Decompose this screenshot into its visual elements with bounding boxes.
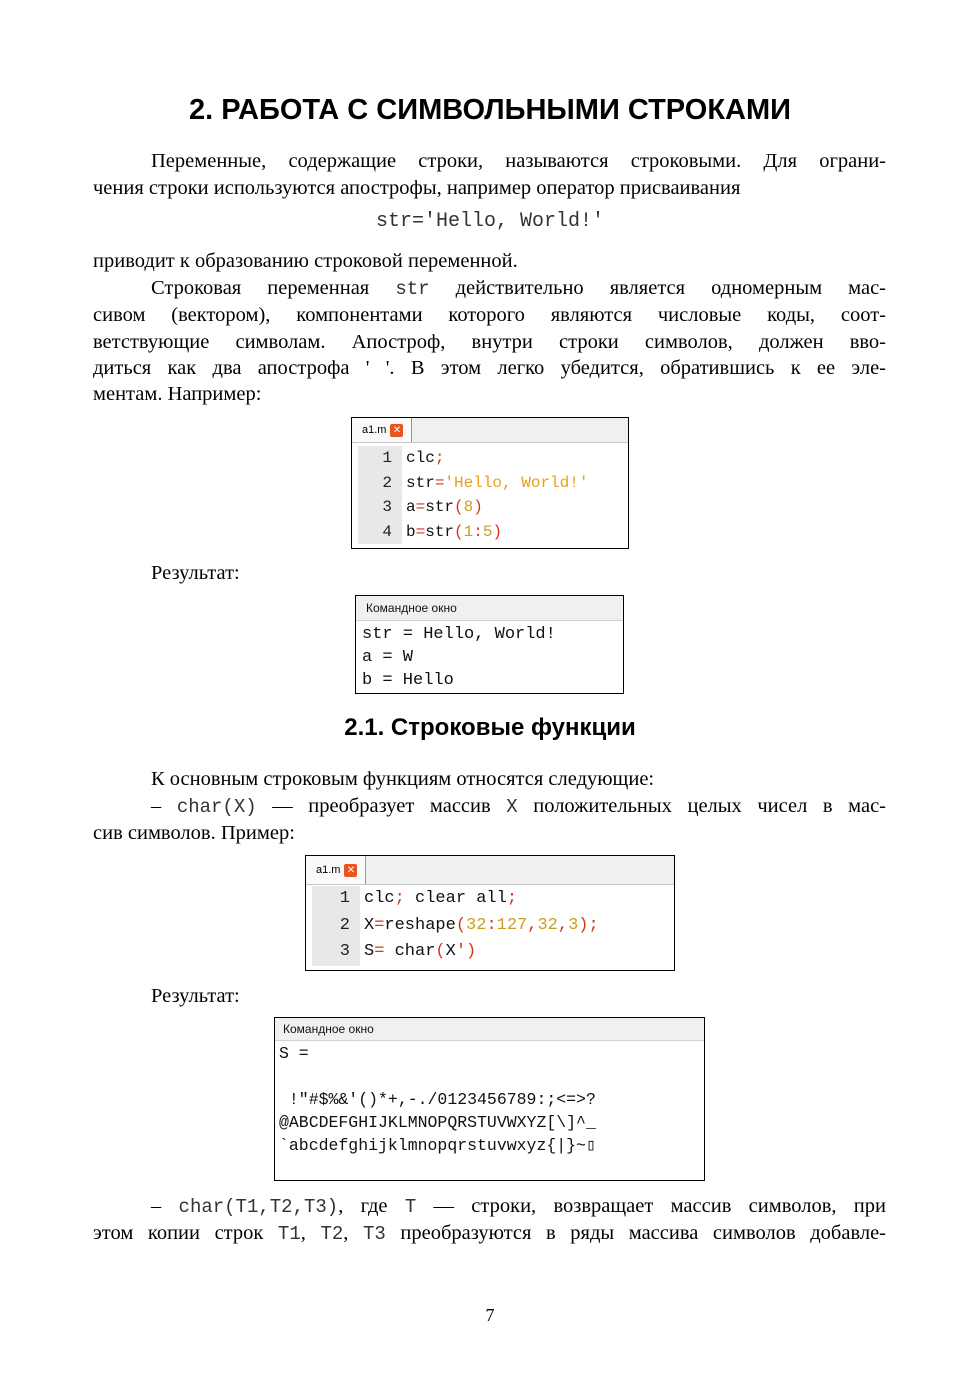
- code-token: ,: [527, 915, 538, 935]
- inline-code: T: [404, 1196, 417, 1218]
- code-token: 1: [463, 522, 474, 541]
- inline-code: T1: [277, 1223, 301, 1245]
- code-token: :: [473, 522, 483, 541]
- paragraph-line: [93, 275, 886, 302]
- page-heading: 2. РАБОТА С СИМВОЛЬНЫМИ СТРОКАМИ: [189, 94, 791, 126]
- tab-label: a1.m: [316, 864, 341, 876]
- inline-code: str: [395, 278, 430, 300]
- line-number-gutter: [358, 446, 402, 544]
- text: ,: [343, 1222, 363, 1244]
- paragraph-line: приводит к образованию строковой переменной.: [93, 250, 518, 272]
- code-area[interactable]: [360, 886, 668, 966]
- output-line: b = Hello: [362, 671, 454, 690]
- code-token: ): [578, 915, 589, 935]
- code-token: reshape: [384, 915, 456, 935]
- editor-tabbar: [352, 418, 628, 443]
- code-token: X: [364, 915, 375, 935]
- inline-code: T2: [320, 1223, 344, 1245]
- paragraph-line: ментам. Например:: [93, 383, 262, 405]
- code-token: :: [486, 915, 497, 935]
- paragraph-line: [93, 1193, 886, 1220]
- text: — строки, возвращает массив символов, при: [416, 1195, 886, 1217]
- paragraph-line: чения строки используются апострофы, например оператор присваивания: [93, 177, 741, 199]
- code-token: 32: [537, 915, 558, 935]
- code-token: 127: [496, 915, 528, 935]
- inline-code: X: [506, 796, 518, 818]
- code-line: [364, 913, 668, 940]
- output-line: S =: [279, 1044, 309, 1063]
- editor-tab[interactable]: [306, 856, 366, 884]
- code-line: [406, 520, 622, 545]
- command-output: [275, 1041, 704, 1157]
- output-line: str = Hello, World!: [362, 625, 556, 644]
- text: — преобразует массив: [256, 795, 507, 817]
- inline-code: char(X): [176, 796, 257, 818]
- code-line: [406, 495, 622, 520]
- line-number-gutter: [312, 886, 360, 966]
- code-line: [406, 471, 622, 496]
- paragraph-line: [93, 1220, 886, 1247]
- paragraph-line: диться как два апострофа ' '. В этом легко убедится, обратившись к ее эле-: [93, 357, 886, 379]
- tab-label: a1.m: [362, 424, 387, 436]
- close-icon[interactable]: ✕: [344, 864, 357, 877]
- text: , где: [338, 1195, 405, 1217]
- result-label: Результат:: [151, 985, 240, 1007]
- code-token: str: [425, 522, 455, 541]
- page-number: 7: [485, 1305, 495, 1325]
- editor-tab[interactable]: [352, 418, 412, 442]
- inline-code: char(T1,T2,T3): [178, 1196, 339, 1218]
- code-token: a: [406, 498, 416, 516]
- section-heading: 2.1. Строковые функции: [344, 714, 636, 741]
- text: положительных целых чисел в мас-: [517, 795, 887, 817]
- text: действительно является одномерным мас-: [429, 277, 886, 299]
- output-line: a = W: [362, 648, 414, 667]
- code-token: =: [434, 473, 445, 492]
- code-line: [364, 886, 668, 913]
- line-number: 1: [382, 449, 392, 467]
- code-token: ): [473, 498, 483, 516]
- line-number: 2: [382, 473, 392, 492]
- output-line: !"#$%&'()*+,-./0123456789:;<=>?: [279, 1090, 596, 1109]
- editor-tabbar: [306, 856, 674, 885]
- code-token: ;: [588, 915, 599, 935]
- code-token: =: [415, 522, 426, 541]
- paragraph-line: сив символов. Пример:: [93, 822, 295, 844]
- paragraph-line: ветствующие символам. Апостроф, внутри строки символов, должен вво-: [93, 331, 886, 353]
- code-token: =: [374, 915, 385, 935]
- code-token: ,: [557, 915, 569, 935]
- editor-window[interactable]: [305, 855, 675, 971]
- text: –: [151, 1195, 179, 1217]
- command-window-title: Командное окно: [356, 596, 623, 621]
- code-token: ): [466, 942, 477, 961]
- text: преобразуются в ряды массива символов добавле-: [385, 1222, 887, 1244]
- code-example: str='Hello, World!': [375, 210, 605, 233]
- code-area[interactable]: [402, 446, 622, 544]
- code-line: [364, 939, 668, 966]
- text: Строковая переменная: [151, 277, 396, 299]
- code-token: 5: [482, 522, 493, 541]
- code-token: 'Hello, World!': [444, 473, 589, 492]
- code-token: clc: [364, 889, 395, 908]
- editor-window[interactable]: [351, 417, 629, 549]
- code-token: 8: [463, 498, 474, 516]
- code-token: ;: [394, 889, 405, 908]
- code-token: char: [384, 942, 436, 961]
- line-number: 1: [339, 889, 350, 908]
- command-window-title: Командное окно: [275, 1018, 704, 1041]
- line-number: 3: [339, 942, 350, 961]
- code-token: S: [364, 942, 375, 961]
- paragraph-line: [93, 793, 886, 820]
- output-line: [279, 1065, 704, 1088]
- code-token: ': [455, 942, 467, 961]
- code-token: clc: [406, 449, 435, 467]
- paragraph-line: К основным строковым функциям относятся следующие:: [151, 768, 655, 790]
- code-token: (: [454, 498, 464, 516]
- paragraph-line: Переменные, содержащие строки, называются строковыми. Для ограни-: [151, 150, 886, 172]
- code-token: X: [445, 942, 456, 961]
- code-token: =: [415, 498, 426, 516]
- code-token: ;: [434, 449, 445, 467]
- code-token: ;: [506, 889, 518, 908]
- line-number: 2: [339, 915, 350, 935]
- line-number: 4: [382, 522, 392, 541]
- code-token: ): [492, 522, 503, 541]
- code-line: [406, 446, 622, 471]
- command-window[interactable]: [355, 595, 624, 694]
- output-line: `abcdefghijklmnopqrstuvwxyz{|}~▯: [279, 1136, 596, 1155]
- code-token: (: [455, 915, 467, 935]
- text: –: [151, 795, 177, 817]
- code-token: (: [454, 522, 464, 541]
- paragraph-line: сивом (вектором), компонентами которого являются числовые коды, соот-: [93, 304, 886, 326]
- text: этом копии строк: [93, 1222, 278, 1244]
- code-token: 32: [466, 915, 487, 935]
- close-icon[interactable]: ✕: [390, 424, 403, 437]
- result-label: Результат:: [151, 562, 240, 584]
- inline-code: T3: [362, 1223, 386, 1245]
- code-token: =: [374, 942, 385, 961]
- code-token: (: [435, 942, 446, 961]
- command-window[interactable]: [274, 1017, 705, 1181]
- code-token: 3: [568, 915, 579, 935]
- code-token: str: [425, 498, 455, 516]
- text: ,: [300, 1222, 321, 1244]
- output-line: @ABCDEFGHIJKLMNOPQRSTUVWXYZ[\]^_: [279, 1113, 596, 1132]
- command-output: [356, 621, 623, 692]
- code-token: str: [406, 473, 435, 492]
- code-token: clear all: [404, 889, 507, 908]
- line-number: 3: [382, 498, 392, 516]
- code-token: b: [406, 522, 416, 541]
